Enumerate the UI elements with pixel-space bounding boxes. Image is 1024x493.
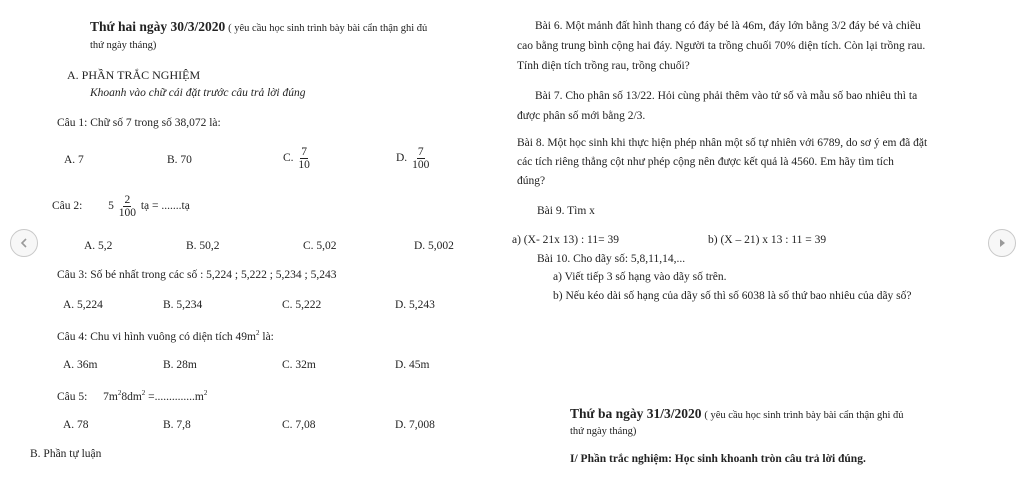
left-heading: [90, 19, 427, 35]
left-heading-date: Thứ hai ngày 30/3/2020: [90, 19, 226, 34]
q4-text-pre: Câu 4: Chu vi hình vuông có diện tích 49m: [57, 331, 256, 343]
q1-option-c-denominator: 10: [298, 159, 310, 172]
right-heading-2-note: ( yêu cầu học sinh trình bày bài cẩn thận ghi đủ: [704, 410, 904, 421]
q5-option-d[interactable]: D. 7,008: [395, 419, 435, 431]
q1-option-d[interactable]: [396, 146, 431, 171]
q3-option-d[interactable]: D. 5,243: [395, 299, 435, 311]
q1-option-c-prefix: C.: [283, 152, 294, 165]
q1-option-c-numerator: 7: [301, 146, 308, 158]
next-page-button[interactable]: [988, 229, 1016, 257]
q5-sup-1: 2: [117, 389, 122, 397]
q5-option-a[interactable]: A. 78: [63, 419, 89, 431]
q1-option-d-denominator: 100: [412, 159, 430, 172]
left-heading-note: ( yêu cầu học sinh trình bày bài cẩn thận ghi đủ: [228, 23, 428, 34]
section-i-title: I/ Phần trắc nghiệm: Học sinh khoanh tròn câu trả lời đúng.: [570, 453, 866, 465]
left-heading-note-2: thứ ngày tháng): [90, 40, 157, 51]
q4-option-a[interactable]: A. 36m: [63, 359, 98, 371]
q2-rest: tạ = .......tạ: [140, 200, 190, 213]
right-heading-2-date: Thứ ba ngày 31/3/2020: [570, 406, 702, 421]
q5-expr-b: 8dm: [121, 391, 142, 403]
right-heading-2: [570, 406, 904, 422]
q4-text-post: là:: [259, 331, 274, 343]
q5-sup-3: 2: [203, 389, 208, 397]
bai6-line-1: Bài 6. Một mảnh đất hình thang có đáy bé là 46m, đáy lớn bằng 3/2 đáy bé và chiều: [535, 20, 921, 32]
bai7-line-2: được phân số mới bằng 2/3.: [517, 110, 646, 122]
q2-fraction: [118, 194, 137, 219]
q5-option-c[interactable]: C. 7,08: [282, 419, 316, 431]
q2-label: Câu 2:: [52, 200, 83, 213]
q1-text: Câu 1: Chữ số 7 trong số 38,072 là:: [57, 117, 221, 129]
q3-option-c[interactable]: C. 5,222: [282, 299, 322, 311]
prev-page-button[interactable]: [10, 229, 38, 257]
q4-option-d[interactable]: D. 45m: [395, 359, 430, 371]
q5-label: Câu 5:: [57, 391, 88, 403]
bai9-part-a: a) (X- 21x 13) : 11= 39: [512, 234, 619, 246]
q2-option-d[interactable]: D. 5,002: [414, 240, 454, 252]
q2-option-b[interactable]: B. 50,2: [186, 240, 220, 252]
q4-option-b[interactable]: B. 28m: [163, 359, 197, 371]
q3-option-b[interactable]: B. 5,234: [163, 299, 203, 311]
q5-question: [57, 389, 207, 403]
q1-option-b[interactable]: B. 70: [167, 154, 192, 166]
bai10-part-b: b) Nếu kéo dài số hạng của dãy số thì số 6038 là số thứ bao nhiêu của dãy số?: [553, 290, 912, 302]
q2-option-c[interactable]: C. 5,02: [303, 240, 337, 252]
right-heading-2-note-2: thứ ngày tháng): [570, 426, 637, 437]
bai10-title: Bài 10. Cho dãy số: 5,8,11,14,...: [537, 253, 686, 265]
q4-option-c[interactable]: C. 32m: [282, 359, 316, 371]
section-b-title: B. Phần tự luận: [30, 448, 102, 460]
q2-denominator: 100: [118, 207, 136, 220]
bai8-line-1: Bài 8. Một học sinh khi thực hiện phép nhân một số tự nhiên với 6789, do sơ ý em đã đặt: [517, 137, 928, 149]
q5-expr-a: 7m: [103, 391, 118, 403]
q1-option-a[interactable]: A. 7: [64, 154, 84, 166]
q2-numerator: 2: [124, 194, 131, 206]
play-next-icon: [996, 237, 1008, 249]
q2-option-a[interactable]: A. 5,2: [84, 240, 113, 252]
q4-text-sup: 2: [256, 329, 260, 337]
chevron-left-icon: [18, 237, 30, 249]
bai8-line-2: các tích riêng thẳng cột như phép cộng nên được kết quả là 4560. Em hãy tìm tích: [517, 156, 894, 168]
q2-whole: 5: [108, 200, 114, 213]
bai6-line-2: cao bằng trung bình cộng hai đáy. Người ta trồng chuối 70% diện tích. Còn lại trồng rau.: [517, 40, 926, 52]
q3-text: Câu 3: Số bé nhất trong các số : 5,224 ; 5,222 ; 5,234 ; 5,243: [57, 269, 337, 281]
q5-sup-2: 2: [141, 389, 146, 397]
instruction: Khoanh vào chữ cái đặt trước câu trả lời đúng: [90, 87, 306, 99]
q2-question: [52, 194, 190, 219]
bai9-part-b: b) (X – 21) x 13 : 11 = 39: [708, 234, 827, 246]
bai6-line-3: Tính diện tích trồng rau, trồng chuối?: [517, 60, 690, 72]
bai8-line-3: đúng?: [517, 175, 546, 187]
q1-option-d-numerator: 7: [417, 146, 424, 158]
q1-option-d-fraction: [411, 146, 430, 171]
bai7-line-1: Bài 7. Cho phân số 13/22. Hỏi cùng phải thêm vào tử số và mẫu số bao nhiêu thì ta: [535, 90, 918, 102]
bai10-part-a: a) Viết tiếp 3 số hạng vào dãy số trên.: [553, 271, 727, 283]
q5-expr-c: =..............m: [145, 391, 204, 403]
q1-option-d-prefix: D.: [396, 152, 408, 165]
bai9-title: Bài 9. Tìm x: [537, 205, 595, 217]
q5-option-b[interactable]: B. 7,8: [163, 419, 191, 431]
q1-option-c[interactable]: [283, 146, 312, 171]
q4-text: [57, 329, 274, 343]
section-a-title: A. PHẦN TRẮC NGHIỆM: [67, 68, 201, 82]
q3-option-a[interactable]: A. 5,224: [63, 299, 103, 311]
q1-option-c-fraction: [297, 146, 311, 171]
